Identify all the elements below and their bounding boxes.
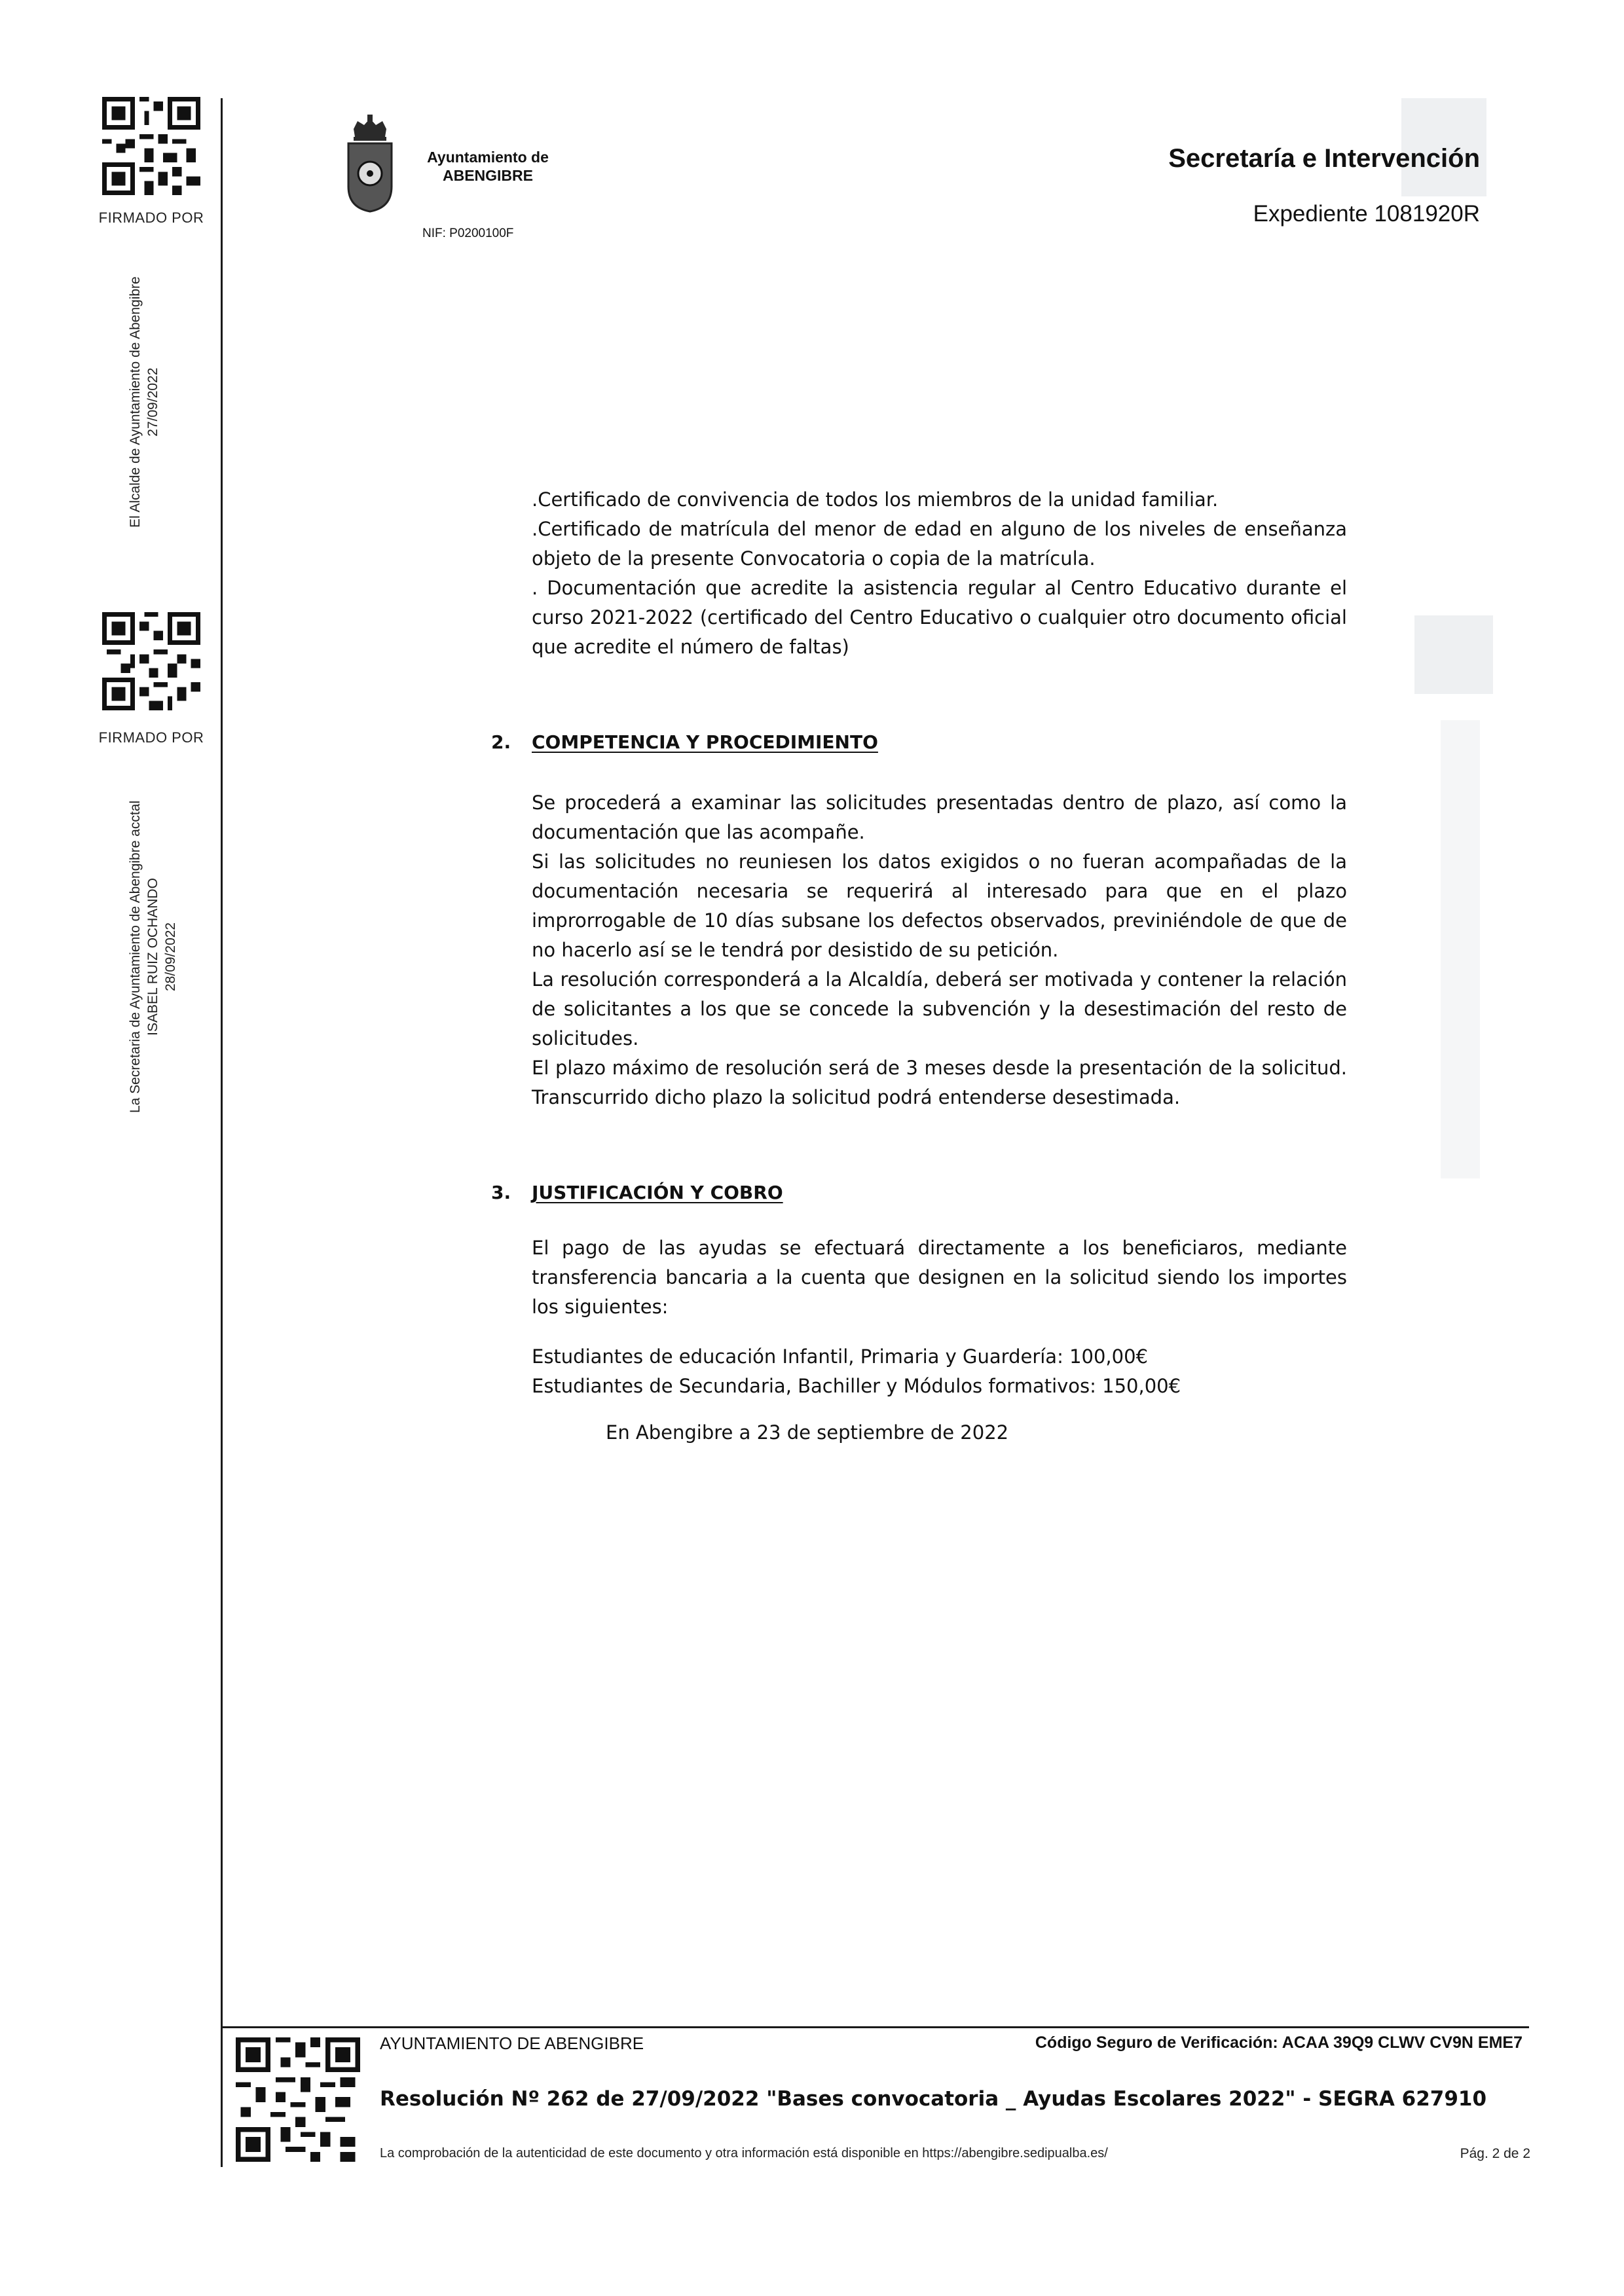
section-heading (491, 1182, 783, 1203)
section-number: 3. (491, 1182, 511, 1203)
verification-qr-code (236, 2037, 360, 2162)
documents-list (532, 485, 1347, 662)
bleed-through-block (1414, 615, 1493, 694)
closing-date-line: En Abengibre a 23 de septiembre de 2022 (606, 1421, 1009, 1444)
section-body (532, 788, 1347, 1112)
paragraph: El plazo máximo de resolución será de 3 meses desde la presentación de la solicitud. Transcurrido dicho plazo la solicitud podrá entenderse desestimada. (532, 1057, 1347, 1108)
signature-info (126, 276, 162, 528)
org-line-2: ABENGIBRE (442, 167, 533, 184)
footer-rule (221, 2026, 1529, 2028)
signature-label: FIRMADO POR (98, 729, 204, 746)
signature-info (126, 801, 179, 1113)
organization-name (406, 148, 570, 185)
paragraph: La resolución corresponderá a la Alcaldía, deberá ser motivada y contener la relación de solicitantes a los que se concede la subvención y la desestimación del resto de solicitudes. (532, 968, 1347, 1049)
org-line-1: Ayuntamiento de (427, 149, 549, 166)
paragraph: Se procederá a examinar las solicitudes presentadas dentro de plazo, así como la documentación que las acompañe. (532, 792, 1347, 843)
section-title: COMPETENCIA Y PROCEDIMIENTO (532, 731, 878, 753)
amount-line: Estudiantes de educación Infantil, Primaria y Guardería: 100,00€ (532, 1345, 1148, 1368)
amounts-list (532, 1342, 1347, 1401)
signature-qr-code (102, 97, 200, 195)
page-number: Pág. 2 de 2 (1460, 2146, 1530, 2161)
paragraph: Si las solicitudes no reuniesen los datos exigidos o no fueran acompañadas de la documentación necesaria se requerirá al interesado para que en el plazo improrrogable de 10 días subsane los defectos observados, previniéndole de que de no hacerlo así se le tendrá por desistido de su petición. (532, 850, 1347, 961)
amount-line: Estudiantes de Secundaria, Bachiller y Módulos formativos: 150,00€ (532, 1375, 1181, 1397)
margin-rule (221, 98, 223, 2167)
document-item: . Documentación que acredite la asistencia regular al Centro Educativo durante el curso 2021-2022 (certificado del Centro Educativo o cualquier otro documento oficial que acredite el número de faltas) (532, 577, 1347, 658)
header-department-block (1168, 144, 1480, 227)
document-item: .Certificado de matrícula del menor de edad en alguno de los niveles de enseñanza objeto de la presente Convocatoria o copia de la matrícula. (532, 518, 1347, 570)
document-item: .Certificado de convivencia de todos los miembros de la unidad familiar. (532, 488, 1219, 511)
authenticity-note: La comprobación de la autenticidad de este documento y otra información está disponible en https://abengibre.sedipualba.es/ (380, 2146, 1108, 2160)
nif-number: NIF: P0200100F (422, 227, 514, 240)
paragraph: El pago de las ayudas se efectuará directamente a los beneficiaros, mediante transferencia bancaria a la cuenta que designen en la solicitud siendo los importes los siguientes: (532, 1237, 1347, 1318)
section-title: JUSTIFICACIÓN Y COBRO (532, 1182, 783, 1203)
verification-code: Código Seguro de Verificación: ACAA 39Q9 CLWV CV9N EME7 (1035, 2033, 1522, 2052)
section-number: 2. (491, 731, 511, 753)
expediente-number: Expediente 1081920R (1253, 201, 1480, 227)
coat-of-arms-logo (346, 115, 394, 213)
section-heading (491, 731, 878, 753)
signature-qr-code (102, 612, 200, 710)
signature-label: FIRMADO POR (98, 210, 204, 226)
signature-date: 28/09/2022 (163, 922, 178, 991)
signer-role: La Secretaria de Ayuntamiento de Abengibre acctal (128, 800, 143, 1113)
section-body (532, 1233, 1347, 1322)
resolution-title: Resolución Nº 262 de 27/09/2022 "Bases convocatoria _ Ayudas Escolares 2022" - SEGRA 627910 (380, 2087, 1487, 2111)
signature-date: 27/09/2022 (145, 367, 160, 437)
bleed-through-block (1441, 720, 1480, 1178)
signer-role: El Alcalde de Ayuntamiento de Abengibre (128, 276, 143, 528)
footer-organization: AYUNTAMIENTO DE ABENGIBRE (380, 2033, 644, 2053)
signer-name: ISABEL RUIZ OCHANDO (145, 878, 160, 1036)
department-title: Secretaría e Intervención (1168, 144, 1480, 173)
